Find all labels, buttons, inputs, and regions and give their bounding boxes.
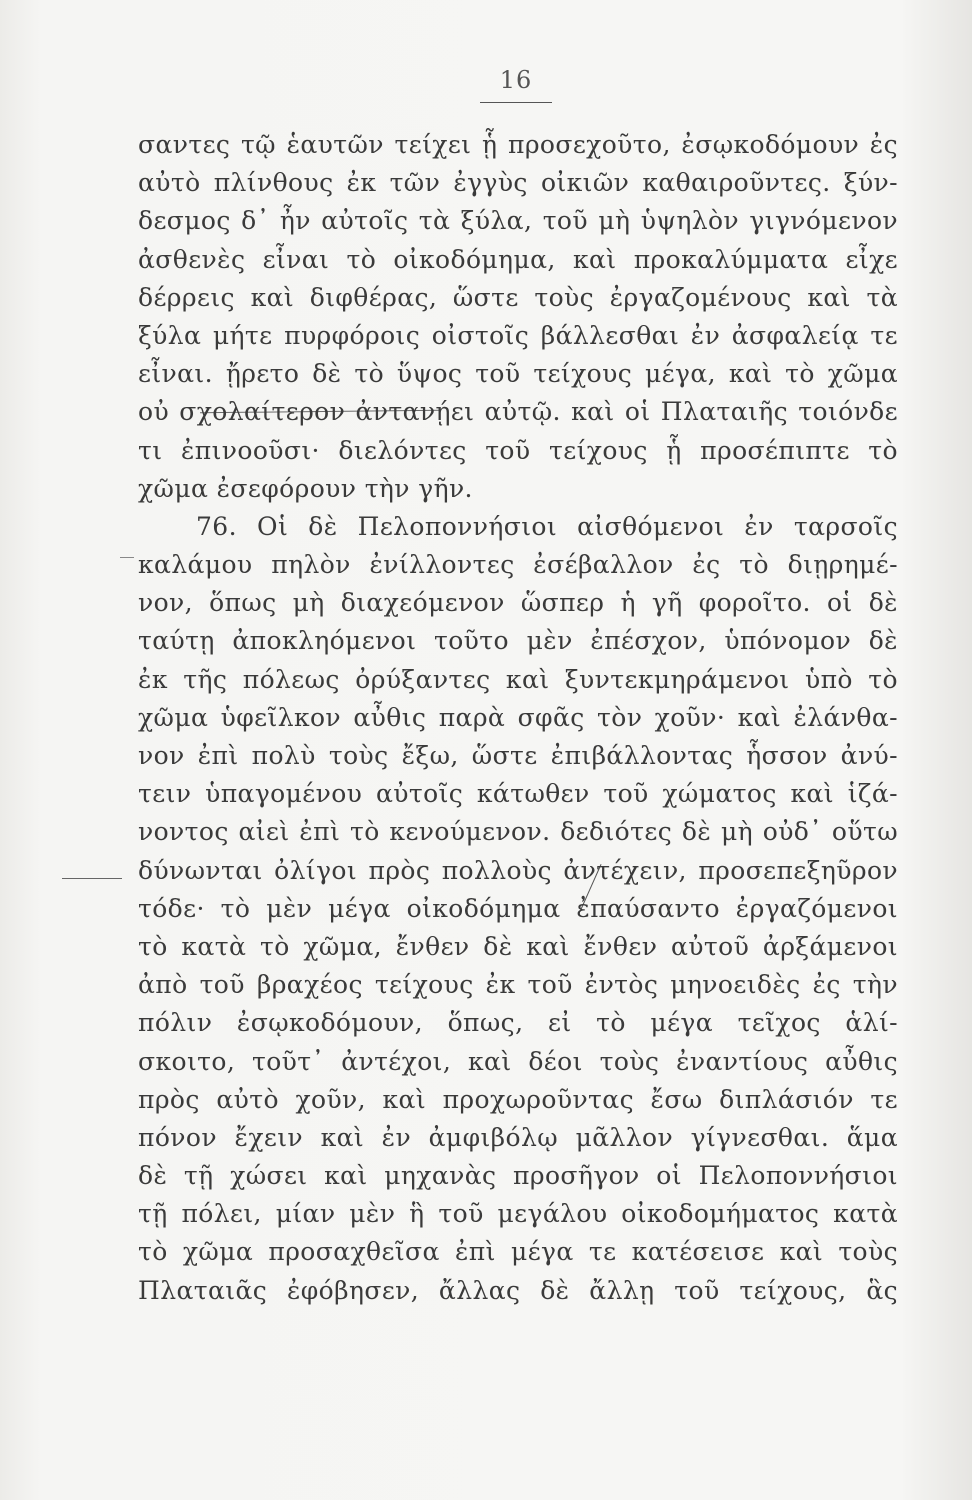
text-line: πόνον ἔχειν καὶ ἐν ἀμφιβόλῳ μᾶλλον γίγνεσθαι. ἅμα	[138, 1122, 898, 1152]
text-line: νοντος αἰεὶ ἐπὶ τὸ κενούμενον. δεδιότες δὲ μὴ οὐδ᾽ οὕτω	[138, 817, 898, 847]
text-line: εἶναι. ᾔρετο δὲ τὸ ὕψος τοῦ τείχους μέγα, καὶ τὸ χῶμα	[138, 359, 898, 389]
text-line: νον ἐπὶ πολὺ τοὺς ἔξω, ὥστε ἐπιβάλλοντας ἧσσον ἀνύ-	[138, 741, 898, 770]
section-start-line: 76. Οἱ δὲ Πελοποννήσιοι αἰσθόμενοι ἐν ταρσοῖς	[196, 511, 898, 541]
page-number: 16	[499, 66, 533, 94]
text-line: Πλαταιᾶς ἐφόβησεν, ἄλλας δὲ ἄλλῃ τοῦ τείχους, ἃς	[138, 1275, 898, 1305]
text-line: ἐκ τῆς πόλεως ὀρύξαντες καὶ ξυντεκμηράμενοι ὑπὸ τὸ	[138, 664, 898, 694]
text-line: τὸ κατὰ τὸ χῶμα, ἔνθεν δὲ καὶ ἔνθεν αὐτοῦ ἀρξάμενοι	[138, 931, 898, 961]
margin-dash-mark	[120, 557, 134, 558]
text-line: δέρρεις καὶ διφθέρας, ὥστε τοὺς ἐργαζομένους καὶ τὰ	[138, 282, 898, 312]
text-line: ξύλα μήτε πυρφόροις οἰστοῖς βάλλεσθαι ἐν ἀσφαλείᾳ τε	[138, 320, 898, 350]
text-line: χῶμα ὑφεῖλκον αὖθις παρὰ σφᾶς τὸν χοῦν· καὶ ἐλάνθα-	[138, 702, 898, 732]
text-line: πόλιν ἐσῳκοδόμουν, ὅπως, εἰ τὸ μέγα τεῖχος ἁλί-	[138, 1008, 898, 1038]
page-number-rule	[480, 102, 552, 103]
text-line: ἀπὸ τοῦ βραχέος τείχους ἐκ τοῦ ἐντὸς μηνοειδὲς ἐς τὴν	[138, 970, 898, 1000]
text-line: δύνωνται ὀλίγοι πρὸς πολλοὺς ἀντέχειν, προσεπεξηῦρον	[138, 855, 898, 885]
margin-pencil-mark	[62, 878, 122, 879]
text-line: αὐτὸ πλίνθους ἐκ τῶν ἐγγὺς οἰκιῶν καθαιροῦντες. ξύν-	[138, 168, 898, 198]
text-line: πρὸς αὐτὸ χοῦν, καὶ προχωροῦντας ἔσω διπλάσιόν τε	[138, 1084, 898, 1114]
text-line: δὲ τῇ χώσει καὶ μηχανὰς προσῆγον οἱ Πελοποννήσιοι	[138, 1161, 898, 1191]
text-line: τὸ χῶμα προσαχθεῖσα ἐπὶ μέγα τε κατέσεισε καὶ τοὺς	[138, 1237, 898, 1267]
text-line: χῶμα ἐσεφόρουν τὴν γῆν.	[138, 473, 473, 503]
text-line: σαντες τῷ ἑαυτῶν τείχει ᾗ προσεχοῦτο, ἐσῳκοδόμουν ἐς	[138, 130, 898, 159]
text-line: ταύτῃ ἀποκληόμενοι τοῦτο μὲν ἐπέσχον, ὑπόνομον δὲ	[138, 626, 898, 656]
text-line: οὐ σχολαίτερον ἀντανῄει αὐτῷ. καὶ οἱ Πλαταιῆς τοιόνδε	[138, 397, 898, 427]
text-line: τόδε· τὸ μὲν μέγα οἰκοδόμημα ἐπαύσαντο ἐργαζόμενοι	[138, 893, 898, 923]
text-line: σκοιτο, τοῦτ᾽ ἀντέχοι, καὶ δέοι τοὺς ἐναντίους αὖθις	[138, 1046, 898, 1076]
text-line: τι ἐπινοοῦσι· διελόντες τοῦ τείχους ᾗ προσέπιπτε τὸ	[138, 435, 898, 465]
text-line: καλάμου πηλὸν ἐνίλλοντες ἐσέβαλλον ἐς τὸ διῃρημέ-	[138, 550, 898, 580]
text-line: ἀσθενὲς εἶναι τὸ οἰκοδόμημα, καὶ προκαλύμματα εἶχε	[138, 244, 898, 274]
text-line: δεσμος δ᾽ ἦν αὐτοῖς τὰ ξύλα, τοῦ μὴ ὑψηλὸν γιγνόμενον	[138, 206, 898, 236]
text-line: νον, ὅπως μὴ διαχεόμενον ὥσπερ ἡ γῆ φοροῖτο. οἱ δὲ	[138, 588, 898, 618]
body-text	[138, 126, 898, 1310]
text-line: τειν ὑπαγομένου αὐτοῖς κάτωθεν τοῦ χώματος καὶ ἱζά-	[138, 779, 898, 809]
text-line: τῇ πόλει, μίαν μὲν ἣ τοῦ μεγάλου οἰκοδομήματος κατὰ	[138, 1199, 898, 1229]
